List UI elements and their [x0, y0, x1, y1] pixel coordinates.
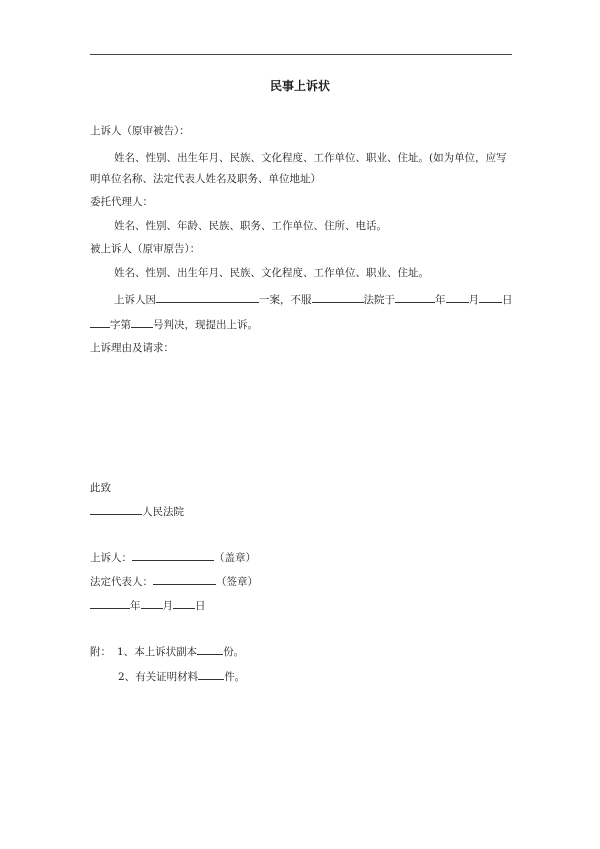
judgment-month-blank: [446, 291, 469, 303]
case-statement-line1: [114, 291, 513, 307]
case-statement-line2: [90, 316, 258, 332]
court-on-text: 法院于: [363, 294, 395, 306]
appeal-reasons-heading: 上诉理由及请求：: [90, 342, 174, 354]
attachment-item-1: [90, 643, 244, 659]
attachment-1-unit: 份。: [223, 646, 245, 658]
appellee-heading: 被上诉人（原审原告）：: [90, 243, 201, 255]
date-day-blank: [173, 597, 195, 609]
materials-count-blank: [198, 668, 224, 680]
judgment-year-blank: [395, 291, 435, 303]
appellant-description-line2: 明单位名称、法定代表人姓名及职务、单位地址）: [90, 173, 321, 185]
date-year-blank: [90, 597, 130, 609]
attachment-2-text: 有关证明材料: [135, 671, 199, 683]
case-reject-text: 一案，不服: [259, 294, 312, 306]
signature-label: （签章）: [216, 576, 258, 588]
appellant-heading: 上诉人（原审被告）：: [90, 125, 190, 137]
zi-di-text: 字第: [110, 319, 131, 331]
legal-rep-signature-blank: [153, 573, 216, 585]
date-year-label: 年: [130, 600, 141, 612]
case-intro-text: 上诉人因: [114, 294, 156, 306]
date-month-blank: [141, 597, 163, 609]
attachment-1-text: 本上诉状副本: [134, 646, 198, 658]
judgment-tail-text: 号判决，现提出上诉。: [153, 319, 258, 331]
judgment-day-blank: [479, 291, 502, 303]
day-label: 日: [502, 294, 513, 306]
attachment-2-number: 2、: [118, 671, 136, 683]
date-month-label: 月: [162, 600, 173, 612]
appellant-sign-label: 上诉人：: [90, 552, 132, 564]
court-name-blank: [312, 291, 364, 303]
court-suffix: 人民法院: [142, 506, 184, 518]
closing-salutation: 此致: [90, 482, 111, 494]
appellee-description: 姓名、性别、出生年月、民族、文化程度、工作单位、职业、住址。: [114, 267, 429, 279]
attachment-prefix: 附：: [90, 646, 111, 658]
document-title: 民事上诉状: [269, 79, 330, 93]
case-prefix-blank: [90, 316, 110, 328]
copies-count-blank: [197, 643, 223, 655]
month-label: 月: [468, 294, 479, 306]
agent-heading: 委托代理人：: [90, 196, 153, 208]
court-blank: [90, 503, 142, 515]
top-rule: [90, 54, 512, 55]
agent-description: 姓名、性别、年龄、民族、职务、工作单位、住所、电话。: [114, 220, 387, 232]
appellant-description-line1: 姓名、性别、出生年月、民族、文化程度、工作单位、职业、住址。(如为单位，应写: [114, 152, 507, 164]
court-line: [90, 503, 184, 519]
appellant-signature-blank: [132, 549, 214, 561]
year-label: 年: [435, 294, 446, 306]
date-day-label: 日: [195, 600, 206, 612]
legal-rep-label: 法定代表人：: [90, 576, 153, 588]
case-name-blank: [156, 291, 259, 303]
case-number-blank: [131, 316, 153, 328]
attachment-2-unit: 件。: [224, 671, 246, 683]
appellant-signature-line: [90, 549, 256, 565]
seal-label: （盖章）: [214, 552, 256, 564]
attachment-item-2: [118, 668, 245, 684]
signing-date-line: [90, 597, 206, 613]
attachment-1-number: 1、: [117, 646, 135, 658]
legal-rep-signature-line: [90, 573, 258, 589]
